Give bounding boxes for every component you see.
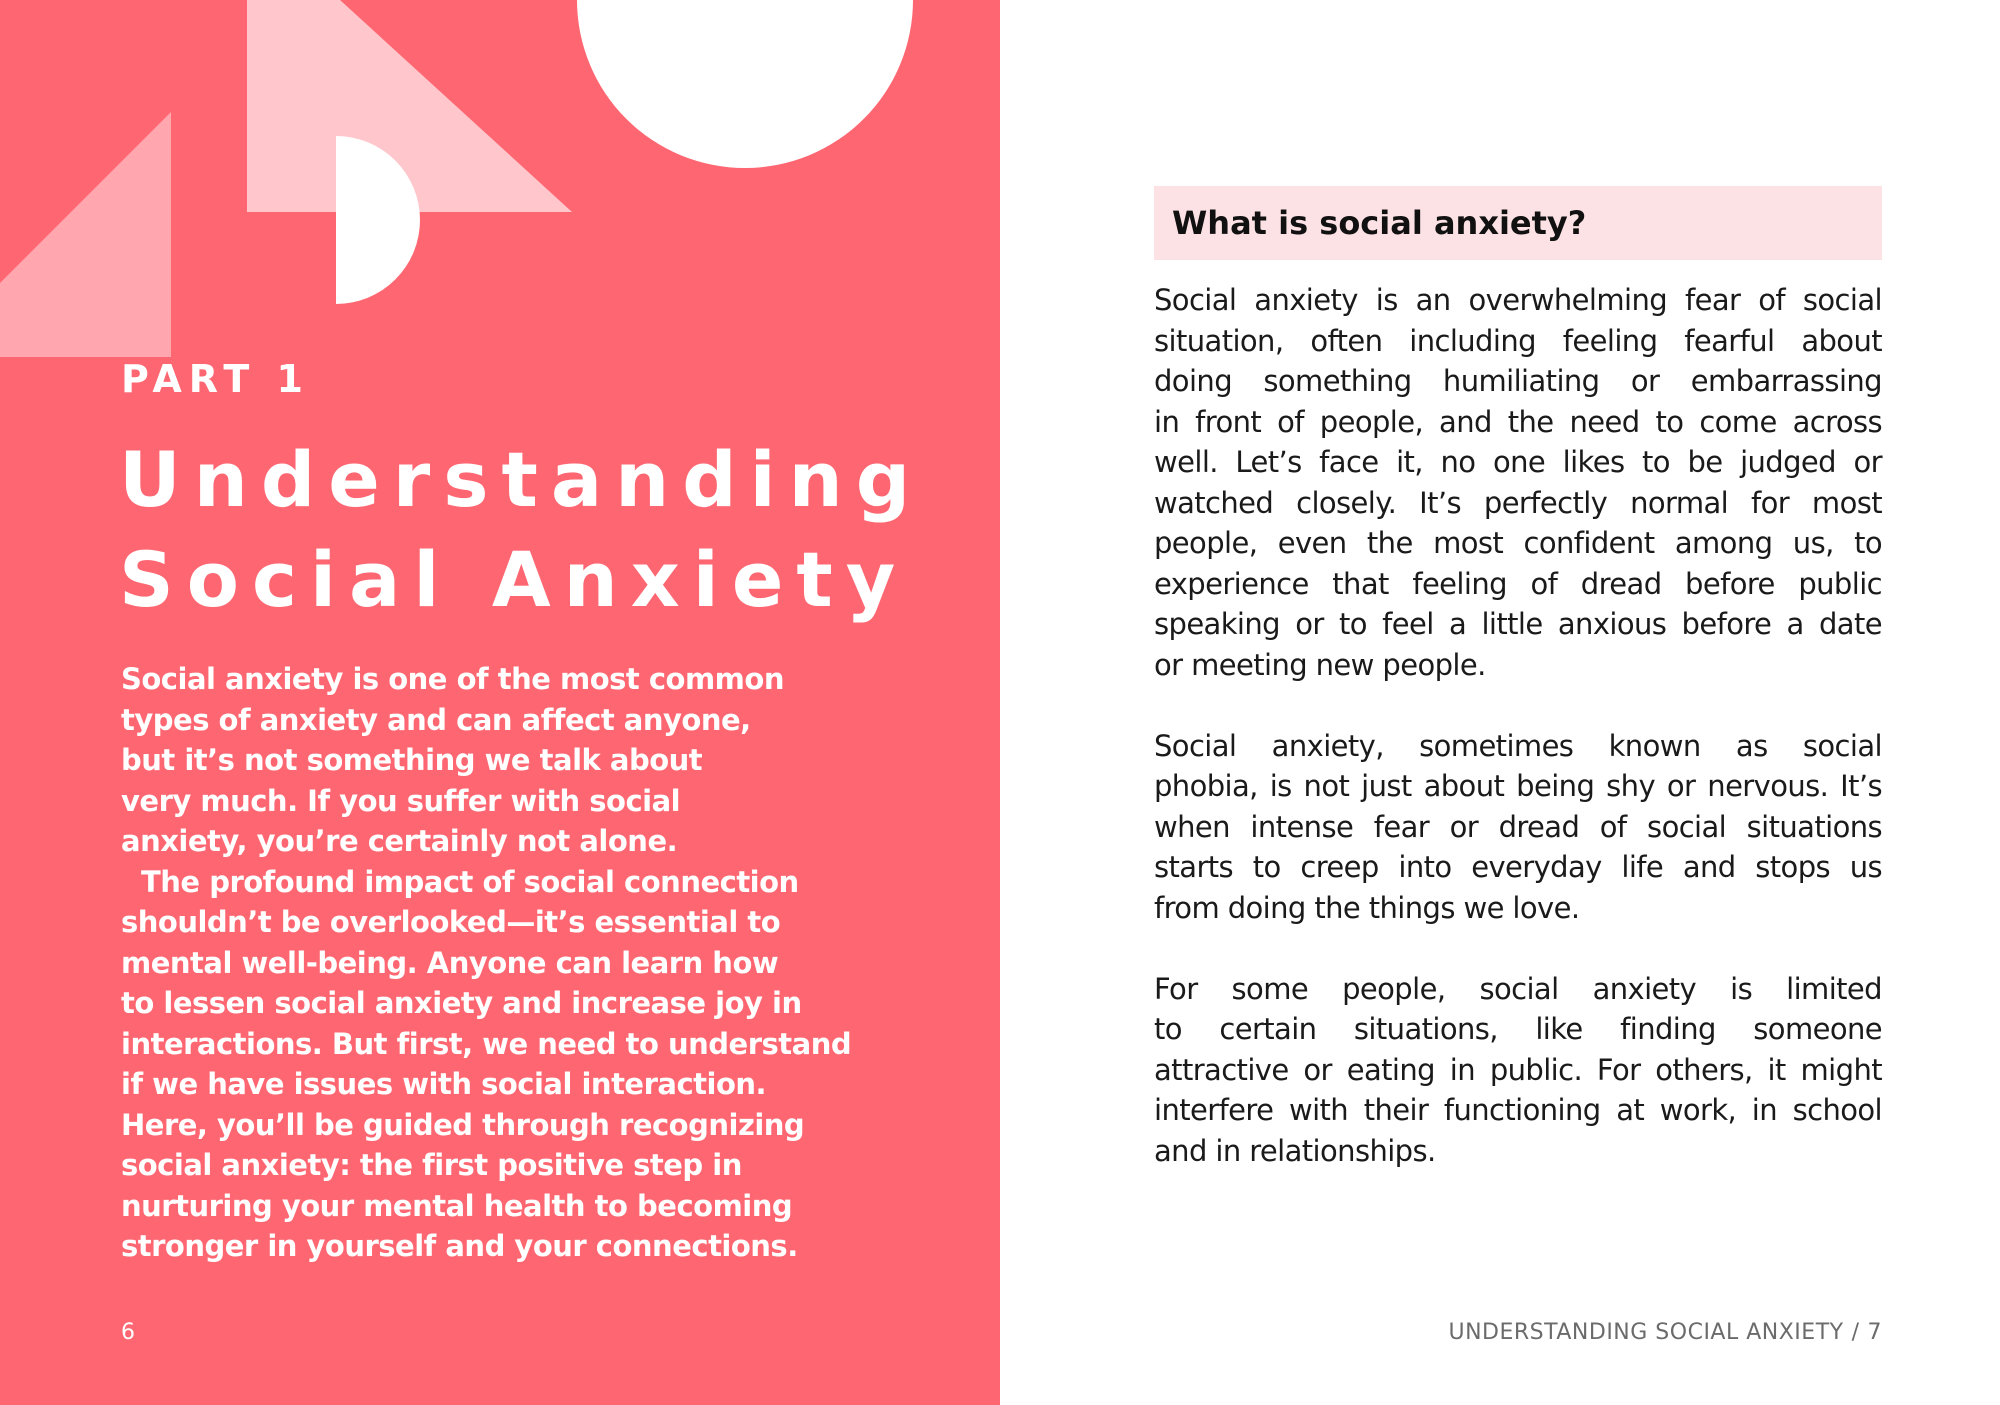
chapter-title-line-1: Understanding (119, 435, 924, 524)
body-line: people, even the most confident among us, to (1154, 526, 1882, 560)
body-line: experience that feeling of dread before public (1154, 566, 1882, 601)
intro-line: social anxiety: the first positive step in (121, 1148, 742, 1182)
intro-line: Social anxiety is one of the most common (121, 662, 784, 696)
body-line: speaking or to feel a little anxious before a date (1154, 607, 1882, 641)
body-line: to certain situations, like finding someone (1154, 1012, 1882, 1046)
intro-line: stronger in yourself and your connections. (121, 1229, 798, 1263)
body-line: attractive or eating in public. For others, it might (1154, 1052, 1882, 1087)
intro-text (121, 659, 861, 1267)
intro-line: but it’s not something we talk about (121, 743, 703, 777)
chapter-title-line-2: Social Anxiety (119, 535, 909, 624)
section-heading-box (1154, 186, 1882, 260)
intro-line: if we have issues with social interaction. (121, 1067, 767, 1101)
paragraph-2 (1154, 726, 1882, 929)
decorative-shapes (0, 0, 1000, 360)
body-line: or meeting new people. (1154, 647, 1486, 682)
right-page (1000, 0, 2000, 1405)
running-head: UNDERSTANDING SOCIAL ANXIETY (1448, 1320, 1844, 1345)
body-line: interfere with their functioning at work, in school (1154, 1093, 1882, 1127)
page-number-right: 7 (1867, 1320, 1882, 1345)
part-label: PART 1 (121, 357, 310, 401)
light-triangle-shape (0, 112, 171, 357)
body-line: Social anxiety is an overwhelming fear of social (1154, 283, 1882, 317)
page-number-left: 6 (121, 1320, 135, 1345)
body-line: Social anxiety, sometimes known as social (1154, 728, 1882, 763)
body-line: For some people, social anxiety is limited (1154, 971, 1882, 1006)
intro-line: mental well-being. Anyone can learn how (121, 945, 779, 980)
intro-line: to lessen social anxiety and increase joy in (121, 986, 802, 1020)
intro-line: The profound impact of social connection (141, 864, 799, 899)
body-line: from doing the things we love. (1154, 890, 1580, 925)
running-footer (1448, 1322, 1882, 1344)
intro-line: interactions. But first, we need to understand (121, 1026, 852, 1061)
intro-line: very much. If you suffer with social (121, 783, 681, 818)
intro-line: nurturing your mental health to becoming (121, 1188, 793, 1223)
body-line: when intense fear or dread of social situations (1154, 809, 1882, 844)
intro-line: Here, you’ll be guided through recognizing (121, 1107, 805, 1142)
paragraph-1 (1154, 280, 1882, 685)
footer-separator: / (1851, 1320, 1860, 1345)
section-heading: What is social anxiety? (1172, 204, 1587, 242)
body-line: starts to creep into everyday life and stops us (1154, 850, 1882, 884)
body-line: situation, often including feeling fearful about (1154, 323, 1882, 358)
body-line: and in relationships. (1154, 1133, 1436, 1168)
intro-line: shouldn’t be overlooked—it’s essential to (121, 905, 781, 939)
body-line: watched closely. It’s perfectly normal for most (1154, 485, 1882, 520)
body-text (1154, 280, 1882, 1212)
body-line: phobia, is not just about being shy or nervous. It’s (1154, 769, 1882, 803)
body-line: in front of people, and the need to come across (1154, 404, 1882, 439)
paragraph-3 (1154, 969, 1882, 1172)
intro-line: types of anxiety and can affect anyone, (121, 702, 751, 737)
body-line: doing something humiliating or embarrassing (1154, 364, 1882, 398)
intro-line: anxiety, you’re certainly not alone. (121, 824, 678, 858)
body-line: well. Let’s face it, no one likes to be judged or (1154, 445, 1882, 479)
circle-shape (577, 0, 913, 168)
chapter-title (119, 430, 999, 630)
